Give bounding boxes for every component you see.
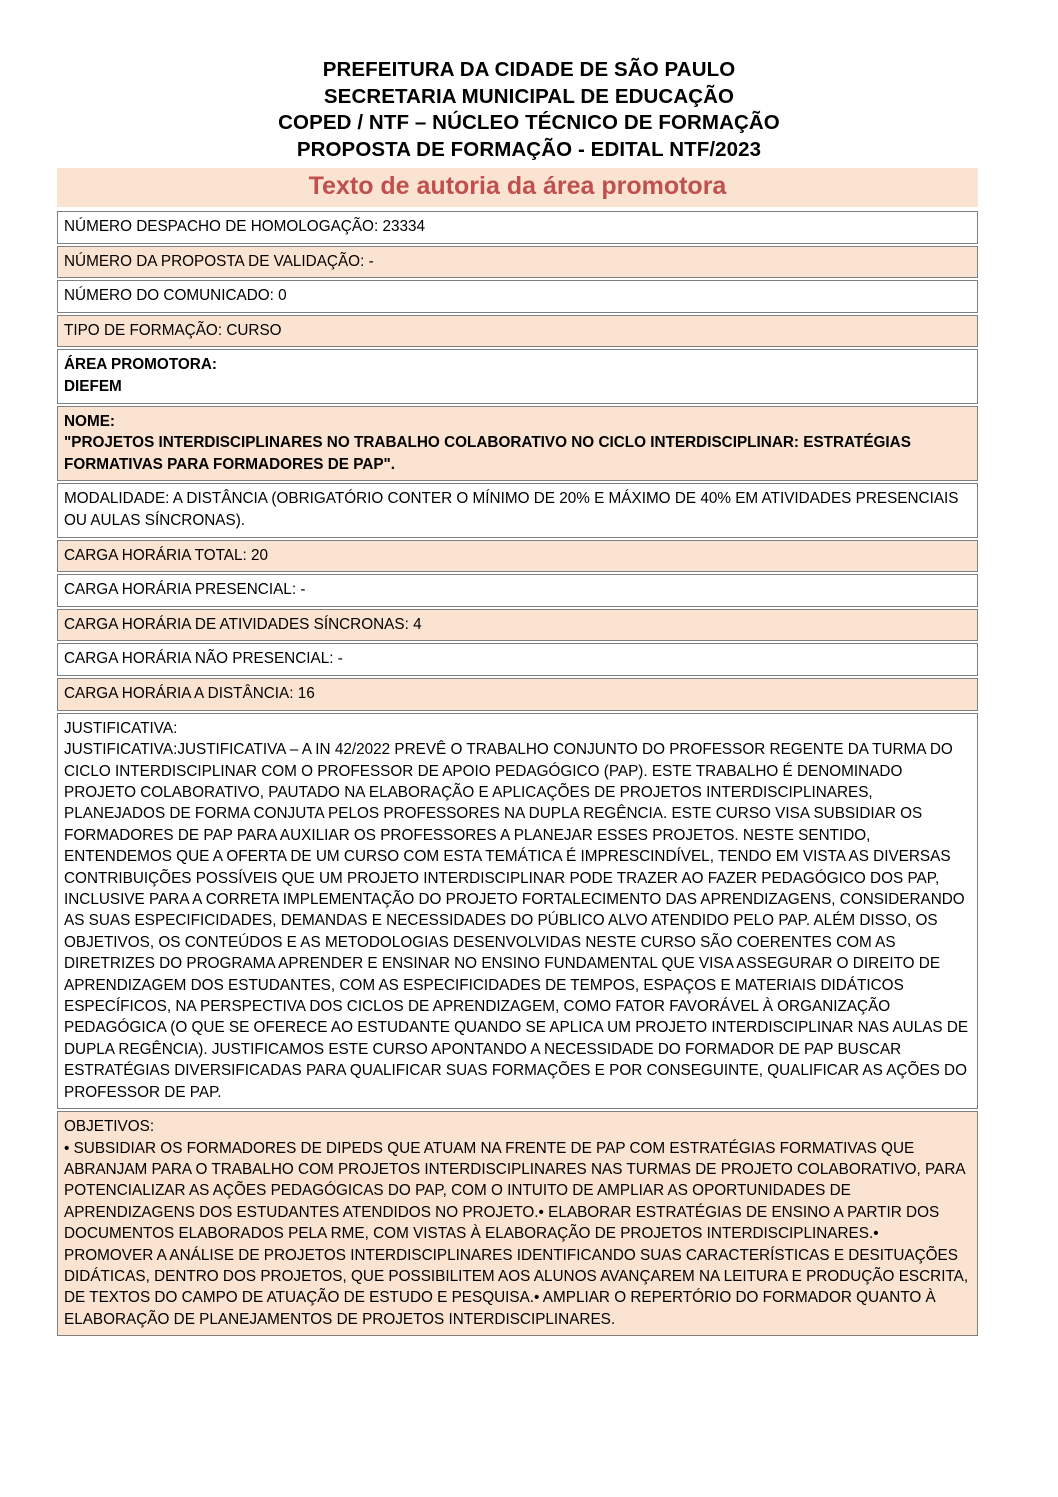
nome-value: "PROJETOS INTERDISCIPLINARES NO TRABALHO COLABORATIVO NO CICLO INTERDISCIPLINAR: ESTRATÉGIAS FORMATIVAS PARA FORMADORES DE PAP". [64, 434, 911, 473]
justificativa-body: JUSTIFICATIVA:JUSTIFICATIVA – A IN 42/2022 PREVÊ O TRABALHO CONJUNTO DO PROFESSOR REGENTE DA TURMA DO CICLO INTERDISCIPLINAR COM O PROFESSOR DE APOIO PEDAGÓGICO (PAP). ESTE TRABALHO É DENOMINADO PROJETO COLABORATIVO, PAUTADO NA ELABORAÇÃO E APLICAÇÕES DE PROJETOS INTERDISCIPLINARES, PLANEJADOS DE FORMA CONJUTA PELOS PROFESSORES NA DUPLA REGÊNCIA. ESTE CURSO VISA SUBSIDIAR OS FORMADORES DE PAP PARA AUXILIAR OS PROFESSORES A PLANEJAR ESSES PROJETOS. NESTE SENTIDO, ENTENDEMOS QUE A OFERTA DE UM CURSO COM ESTA TEMÁTICA É IMPRESCINDÍVEL, TENDO EM VISTA AS DIVERSAS CONTRIBUIÇÕES POSSÍVEIS QUE UM PROJETO INTERDISCIPLINAR PODE TRAZER AO FAZER PEDAGÓGICO DOS PAP, INCLUSIVE PARA A CORRETA IMPLEMENTAÇÃO DO PROJETO FORTALECIMENTO DAS APRENDIZAGENS, CONSIDERANDO AS SUAS ESPECIFICIDADES, DEMANDAS E NECESSIDADES DO PÚBLICO ALVO ATENDIDO PELO PAP. ALÉM DISSO, OS OBJETIVOS, OS CONTEÚDOS E AS METODOLOGIAS DESENVOLVIDAS NESTE CURSO SÃO COERENTES COM AS DIRETRIZES DO PROGRAMA APRENDER E ENSINAR NO ENSINO FUNDAMENTAL QUE VISA ASSEGURAR O DIREITO DE APRENDIZAGEM DOS ESTUDANTES, COM AS ESPECIFICIDADES DE TEMPOS, ESPAÇOS E MATERIAIS DIDÁTICOS ESPECÍFICOS, NA PERSPECTIVA DOS CICLOS DE APRENDIZAGEM, COMO FATOR FAVORÁVEL À ORGANIZAÇÃO PEDAGÓGICA (O QUE SE OFERECE AO ESTUDANTE QUANDO SE APLICA UM PROJETO INTERDISCIPLINAR NAS AULAS DE DUPLA REGÊNCIA). JUSTIFICAMOS ESTE CURSO APONTANDO A NECESSIDADE DO FORMADOR DE PAP BUSCAR ESTRATÉGIAS DIVERSIFICADAS PARA QUALIFICAR SUAS FORMAÇÕES E POR CONSEGUINTE, QUALIFICAR AS AÇÕES DO PROFESSOR DE PAP. [64, 741, 969, 1101]
cell-area-promotora [57, 349, 978, 403]
row-numero-proposta-validacao [57, 246, 978, 279]
row-objetivos [57, 1111, 978, 1336]
cell-modalidade [57, 483, 978, 537]
header-line-1: PREFEITURA DA CIDADE DE SÃO PAULO [322, 58, 736, 81]
cell-carga-horaria-presencial [57, 574, 978, 607]
cell-tipo-de-formacao [57, 315, 978, 348]
numero-proposta-validacao-text: NÚMERO DA PROPOSTA DE VALIDAÇÃO: - [64, 252, 374, 270]
cell-justificativa [57, 713, 978, 1110]
row-carga-horaria-a-distancia [57, 678, 978, 711]
area-promotora-label: ÁREA PROMOTORA: [64, 356, 217, 374]
carga-horaria-presencial-text: CARGA HORÁRIA PRESENCIAL: - [64, 581, 306, 599]
objetivos-body: • SUBSIDIAR OS FORMADORES DE DIPEDS QUE ATUAM NA FRENTE DE PAP COM ESTRATÉGIAS FORMATIVAS QUE ABRANJAM PARA O TRABALHO COM PROJETOS INTERDISCIPLINARES NAS TURMAS DE PROJETO COLABORATIVO, PARA POTENCIALIZAR AS AÇÕES PEDAGÓGICAS DO PAP, COM O INTUITO DE AMPLIAR AS OPORTUNIDADES DE APRENDIZAGENS DOS ESTUDANTES ATENDIDOS NO PROJETO.• ELABORAR ESTRATÉGIAS DE ENSINO A PARTIR DOS DOCUMENTOS ELABORADOS PELA RME, COM VISTAS À ELABORAÇÃO DE PROJETOS INTERDISCIPLINARES.• PROMOVER A ANÁLISE DE PROJETOS INTERDISCIPLINARES IDENTIFICANDO SUAS CARACTERÍSTICAS E DESITUAÇÕES DIDÁTICAS, DENTRO DOS PROJETOS, QUE POSSIBILITEM AOS ALUNOS AVANÇAREM NA LEITURA E PRODUÇÃO ESCRITA, DE TEXTOS DO CAMPO DE ATUAÇÃO DE ESTUDO E PESQUISA.• AMPLIAR O REPERTÓRIO DO FORMADOR QUANTO À ELABORAÇÃO DE PLANEJAMENTOS DE PROJETOS INTERDISCIPLINARES. [64, 1139, 969, 1328]
carga-horaria-atividades-sincronas-text: CARGA HORÁRIA DE ATIVIDADES SÍNCRONAS: 4 [64, 615, 422, 633]
row-carga-horaria-presencial [57, 574, 978, 607]
cell-numero-comunicado [57, 280, 978, 313]
carga-horaria-a-distancia-text: CARGA HORÁRIA A DISTÂNCIA: 16 [64, 684, 315, 702]
row-numero-comunicado [57, 280, 978, 313]
authorship-banner-text: Texto de autoria da área promotora [308, 172, 727, 200]
numero-comunicado-text: NÚMERO DO COMUNICADO: 0 [64, 287, 287, 305]
row-area-promotora [57, 349, 978, 403]
row-carga-horaria-total [57, 540, 978, 573]
cell-carga-horaria-total [57, 540, 978, 573]
area-promotora-value: DIEFEM [64, 377, 122, 395]
cell-nome [57, 406, 978, 482]
objetivos-label: OBJETIVOS: [64, 1118, 155, 1135]
row-carga-horaria-atividades-sincronas [57, 609, 978, 642]
row-tipo-de-formacao [57, 315, 978, 348]
cell-carga-horaria-atividades-sincronas [57, 609, 978, 642]
document-header [0, 0, 1058, 163]
header-line-3: COPED / NTF – NÚCLEO TÉCNICO DE FORMAÇÃO [278, 111, 780, 134]
cell-objetivos [57, 1111, 978, 1336]
nome-label: NOME: [64, 412, 115, 430]
cell-carga-horaria-nao-presencial [57, 643, 978, 676]
proposal-form-body [57, 211, 978, 1336]
cell-numero-despacho-homologacao [57, 211, 978, 244]
numero-despacho-homologacao-text: NÚMERO DESPACHO DE HOMOLOGAÇÃO: 23334 [64, 218, 425, 235]
carga-horaria-total-text: CARGA HORÁRIA TOTAL: 20 [64, 546, 269, 564]
authorship-banner [57, 168, 978, 207]
proposal-form-table [57, 209, 978, 1338]
modalidade-text: MODALIDADE: A DISTÂNCIA (OBRIGATÓRIO CONTER O MÍNIMO DE 20% E MÁXIMO DE 40% EM ATIVIDADES PRESENCIAIS OU AULAS SÍNCRONAS). [64, 490, 959, 529]
justificativa-label: JUSTIFICATIVA: [64, 719, 178, 737]
row-justificativa [57, 713, 978, 1110]
row-carga-horaria-nao-presencial [57, 643, 978, 676]
carga-horaria-nao-presencial-text: CARGA HORÁRIA NÃO PRESENCIAL: - [64, 650, 343, 668]
header-line-2: SECRETARIA MUNICIPAL DE EDUCAÇÃO [323, 84, 735, 108]
cell-carga-horaria-a-distancia [57, 678, 978, 711]
row-numero-despacho-homologacao [57, 211, 978, 244]
header-line-4: PROPOSTA DE FORMAÇÃO - EDITAL NTF/2023 [296, 137, 762, 161]
tipo-de-formacao-text: TIPO DE FORMAÇÃO: CURSO [64, 321, 282, 339]
cell-numero-proposta-validacao [57, 246, 978, 279]
row-nome [57, 406, 978, 482]
row-modalidade [57, 483, 978, 537]
